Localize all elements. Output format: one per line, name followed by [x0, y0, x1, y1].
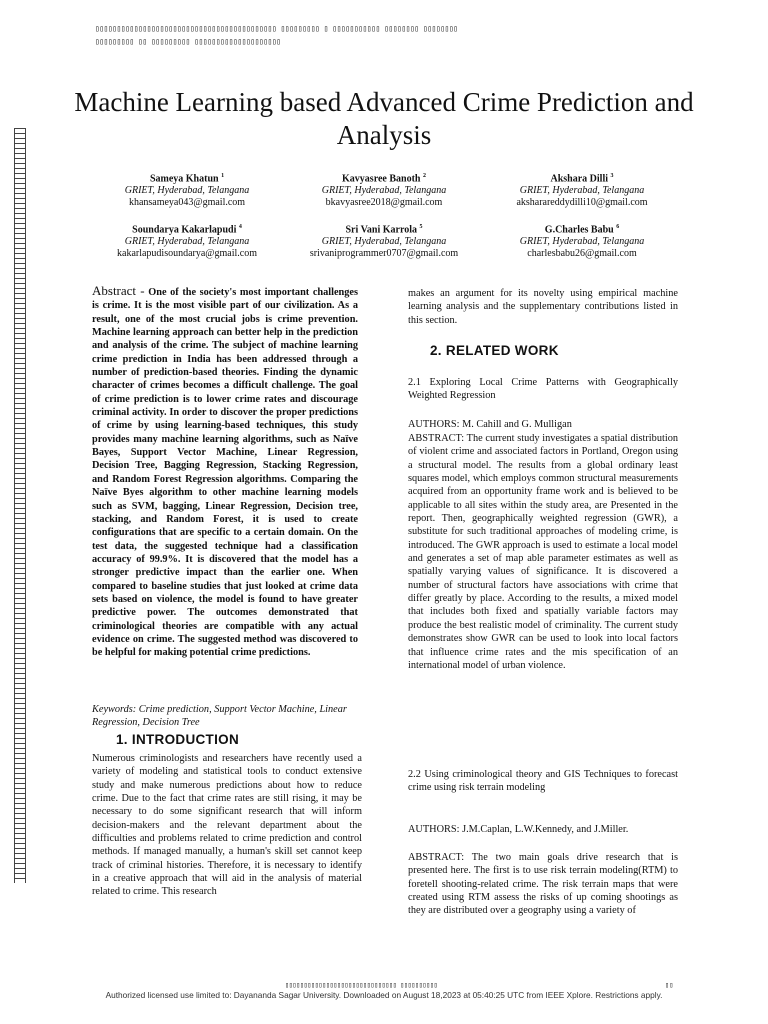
- author-affiliation: GRIET, Hyderabad, Telangana: [321, 185, 447, 197]
- page-number: ▯▯: [665, 981, 674, 989]
- subsection-2-2-title: 2.2 Using criminological theory and GIS Techniques to forecast crime using risk terrain modeling: [408, 769, 678, 794]
- author-email: khansameya043@gmail.com: [128, 197, 246, 209]
- author-affiliation: GRIET, Hyderabad, Telangana: [124, 185, 250, 197]
- author-affiliation: GRIET, Hyderabad, Telangana: [321, 236, 447, 248]
- abstract-text: One of the society's most important challenges is crime. It is the most visible part of our civilization. As a result, one of the most crucial jobs is crime prevention. Machine learning approach can better help in the prediction and analysis of the crime. The subject of machine learning crime prediction in India has been addressed through a number of prediction-based theories. Finding the dynamic character of crimes becomes a difficult challenge. The goal of crime prediction is to lower crime rates and discourage criminal activity. In order to discover the proper predictions of crime by using learning-based techniques, this study provides many machine learning algorithms, such as Naïve Bayes, Support Vector Machine, Linear Regression, Decision Tree, Bagging Regression, Stacking Regression, and Random Forest Regression algorithms. Comparing the Naïve Byes algorithm to other machine learning models such as SVM, bagging, Linear Regression, Decision tree, stacking, and Random Forest, it is used to create configurations that are specific to a certain domain. On the test data, the suggested technique had a classification accuracy of 99.9%. It is discovered that the model has a stronger predictive impact than the earlier one. When compared to baseline studies that just looked at crime data sets based on violence, the model is found to have greater predictive power. The outcomes demonstrated that criminological theories are compatible with any actual evidence on crime. The suggested method was discovered to be helpful for making potential crime predictions.: [92, 287, 359, 659]
- subsection-2-1-abstract: ABSTRACT: The current study investigates a spatial distribution of violent crime and associated factors in Portland, Oregon using a structural model. The results from a global ordinary least squares model, which employs common structural measurements acquired from an opportunity frame work and is believed to be applicable to all sites within the study area, are Presented in the report. Then, geographically weighted regression (GWR), a substitute for such traditional approaches of modeling crime, is introduced. The GWR approach is used to estimate a local model and generates a set of map able parameter estimates as well as spatially varying values of significance. It is discovered a number of structural factors have associations with crime that differ greatly by place. According to the results, a mixed model that includes both fixed and spatially variable factors may produce the best realistic model of criminality. The current study demonstrates show GWR can be used to look into local factors that influence crime rates and the mis specification of an international model of urban violence.: [408, 433, 678, 671]
- introduction-continued: makes an argument for its novelty using empirical machine learning analysis and the supplementary contributions listed in this section.: [408, 288, 678, 326]
- author-name: Akshara Dilli $^3$: [550, 173, 614, 185]
- author-name: Soundarya Kakarlapudi $^4$: [132, 224, 242, 236]
- author-email: bkavyasree2018@gmail.com: [325, 197, 443, 209]
- license-notice: Authorized licensed use limited to: Dayananda Sagar University. Downloaded on August 18,2023 at 05:40:25 UTC from IEEE Xplore. Restrictions apply.: [105, 990, 663, 1000]
- author-block: [472, 221, 692, 260]
- author-name: G.Charles Babu $^6$: [544, 224, 620, 236]
- author-email: kakarlapudisoundarya@gmail.com: [117, 248, 257, 260]
- author-block: [274, 221, 494, 260]
- author-affiliation: GRIET, Hyderabad, Telangana: [124, 236, 250, 248]
- author-name: Sri Vani Karrola $^5$: [345, 224, 423, 236]
- author-affiliation: GRIET, Hyderabad, Telangana: [519, 236, 645, 248]
- section-heading-related-work: 2. RELATED WORK: [430, 343, 559, 358]
- author-block: [77, 170, 297, 209]
- paper-title: Machine Learning based Advanced Crime Prediction and Analysis: [74, 87, 694, 150]
- side-garbled-text: [14, 128, 26, 883]
- author-name: Sameya Khatun $^1$: [149, 173, 225, 185]
- author-email: aksharareddydilli10@gmail.com: [516, 197, 648, 209]
- introduction-text: Numerous criminologists and researchers have recently used a variety of modeling and statistical tools to conduct extensive study and make numerous predictions about how to reduce crime. Due to the fact that crime rates are still rising, it may be necessary to do some significant research that will inform decision-makers and the relevant department about the difficulties and problems related to crime prediction and control methods. If managed manually, a human's skill set cannot keep track of criminal histories. Therefore, it is necessary to identify in a creative approach that will aid in the analysis of material related to crime. This research: [92, 753, 362, 898]
- section-heading-introduction: 1. INTRODUCTION: [116, 732, 240, 747]
- author-email: srivaniprogrammer0707@gmail.com: [309, 248, 459, 260]
- author-block: [77, 221, 297, 260]
- abstract: [92, 284, 358, 660]
- subsection-2-2-abstract: ABSTRACT: The two main goals drive research that is presented here. The first is to use risk terrain modeling(RTM) to foretell shooting-related crime. The risk terrain maps that were created using RTM assess the risks of up coming shootings as they are distributed over a geography using a variety of: [408, 852, 678, 917]
- author-affiliation: GRIET, Hyderabad, Telangana: [519, 185, 645, 197]
- author-block: [274, 170, 494, 209]
- subsection-2-1-title: 2.1 Exploring Local Crime Patterns with Geographically Weighted Regression: [408, 377, 678, 402]
- abstract-label: Abstract -: [92, 283, 145, 298]
- header-garbled-line-2: ▯▯▯▯▯▯▯▯▯ ▯▯ ▯▯▯▯▯▯▯▯▯ ▯▯▯▯▯▯▯▯▯▯▯▯▯▯▯▯▯▯▯▯: [95, 37, 281, 46]
- author-email: charlesbabu26@gmail.com: [527, 248, 637, 260]
- subsection-2-2-authors: AUTHORS: J.M.Caplan, L.W.Kennedy, and J.Miller.: [408, 824, 629, 835]
- subsection-2-1-authors: AUTHORS: M. Cahill and G. Mulligan: [408, 419, 572, 430]
- author-name: Kavyasree Banoth $^2$: [342, 173, 426, 185]
- header-garbled-line-1: ▯▯▯▯▯▯▯▯▯▯▯▯▯▯▯▯▯▯▯▯▯▯▯▯▯▯▯▯▯▯▯▯▯▯▯▯▯▯▯▯▯▯ ▯▯▯▯▯▯▯▯▯ ▯ ▯▯▯▯▯▯▯▯▯▯▯ ▯▯▯▯▯▯▯▯ ▯▯▯▯▯▯▯▯: [95, 24, 458, 33]
- author-block: [472, 170, 692, 209]
- footer-garbled-text: ▯▯▯▯▯▯▯▯▯▯▯▯▯▯▯▯▯▯▯▯▯▯▯▯▯▯▯▯▯▯ ▯▯▯▯▯▯▯▯▯▯: [285, 981, 438, 989]
- keywords: Keywords: Crime prediction, Support Vector Machine, Linear Regression, Decision Tree: [92, 704, 347, 729]
